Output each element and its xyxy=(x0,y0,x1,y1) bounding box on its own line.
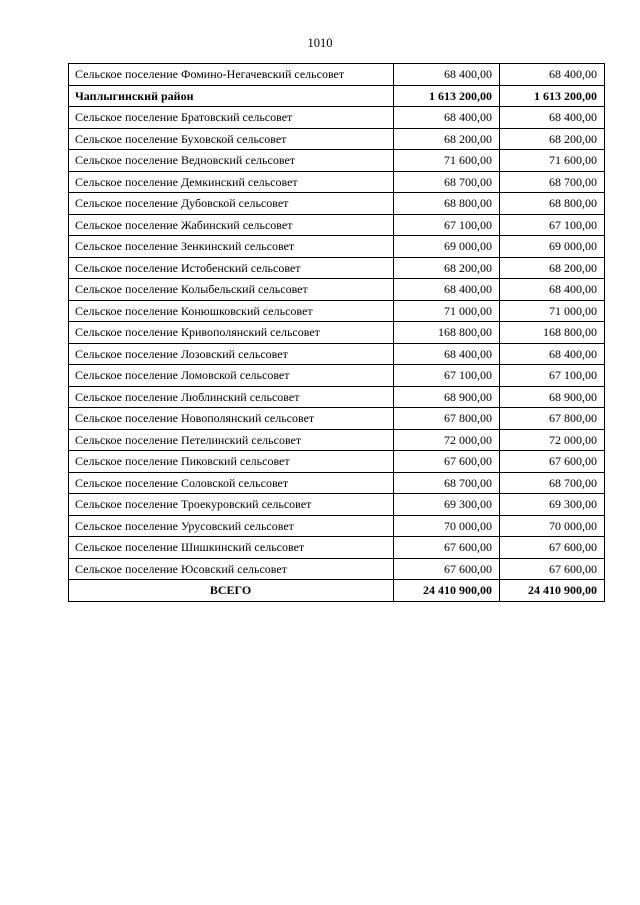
table-row xyxy=(69,128,605,150)
row-value-1: 67 100,00 xyxy=(394,214,500,236)
table-row xyxy=(69,408,605,430)
row-name: Сельское поселение Урусовский сельсовет xyxy=(69,515,394,537)
row-value-2: 68 900,00 xyxy=(500,386,605,408)
row-value-1: 71 000,00 xyxy=(394,300,500,322)
row-name: Сельское поселение Демкинский сельсовет xyxy=(69,171,394,193)
row-value-1: 68 400,00 xyxy=(394,279,500,301)
table-row xyxy=(69,64,605,86)
table-row xyxy=(69,107,605,129)
total-value-1: 24 410 900,00 xyxy=(394,580,500,602)
table-row xyxy=(69,386,605,408)
row-value-2: 69 000,00 xyxy=(500,236,605,258)
row-name: Сельское поселение Дубовской сельсовет xyxy=(69,193,394,215)
row-value-2: 68 400,00 xyxy=(500,343,605,365)
row-value-1: 67 100,00 xyxy=(394,365,500,387)
table-row xyxy=(69,257,605,279)
row-name: Сельское поселение Ломовской сельсовет xyxy=(69,365,394,387)
row-value-2: 67 600,00 xyxy=(500,537,605,559)
row-value-2: 71 600,00 xyxy=(500,150,605,172)
row-value-2: 72 000,00 xyxy=(500,429,605,451)
row-value-1: 168 800,00 xyxy=(394,322,500,344)
row-value-2: 168 800,00 xyxy=(500,322,605,344)
table-row xyxy=(69,236,605,258)
table-row xyxy=(69,558,605,580)
row-name: Сельское поселение Соловской сельсовет xyxy=(69,472,394,494)
row-value-2: 68 200,00 xyxy=(500,257,605,279)
row-name: Сельское поселение Лозовский сельсовет xyxy=(69,343,394,365)
row-name: Сельское поселение Фомино-Негачевский сельсовет xyxy=(69,64,394,86)
row-value-1: 68 200,00 xyxy=(394,128,500,150)
row-value-1: 69 000,00 xyxy=(394,236,500,258)
row-value-1: 1 613 200,00 xyxy=(394,85,500,107)
row-name: Чаплыгинский район xyxy=(69,85,394,107)
row-value-2: 68 400,00 xyxy=(500,107,605,129)
row-value-2: 67 800,00 xyxy=(500,408,605,430)
table-row xyxy=(69,365,605,387)
total-value-2: 24 410 900,00 xyxy=(500,580,605,602)
row-value-1: 67 800,00 xyxy=(394,408,500,430)
table-row xyxy=(69,322,605,344)
row-value-1: 68 400,00 xyxy=(394,107,500,129)
row-name: Сельское поселение Колыбельский сельсовет xyxy=(69,279,394,301)
row-value-1: 72 000,00 xyxy=(394,429,500,451)
row-value-2: 67 100,00 xyxy=(500,365,605,387)
row-value-1: 67 600,00 xyxy=(394,537,500,559)
row-value-2: 68 700,00 xyxy=(500,171,605,193)
row-value-1: 69 300,00 xyxy=(394,494,500,516)
row-value-2: 68 400,00 xyxy=(500,64,605,86)
row-name: Сельское поселение Петелинский сельсовет xyxy=(69,429,394,451)
row-value-2: 67 600,00 xyxy=(500,558,605,580)
district-row xyxy=(69,85,605,107)
table-row xyxy=(69,279,605,301)
table-row xyxy=(69,171,605,193)
row-value-2: 67 600,00 xyxy=(500,451,605,473)
row-value-1: 68 700,00 xyxy=(394,472,500,494)
row-name: Сельское поселение Истобенский сельсовет xyxy=(69,257,394,279)
row-name: Сельское поселение Шишкинский сельсовет xyxy=(69,537,394,559)
table-row xyxy=(69,472,605,494)
allocation-table xyxy=(68,63,605,602)
total-label: ВСЕГО xyxy=(69,580,394,602)
row-name: Сельское поселение Троекуровский сельсовет xyxy=(69,494,394,516)
table-row xyxy=(69,214,605,236)
row-name: Сельское поселение Пиковский сельсовет xyxy=(69,451,394,473)
table-row xyxy=(69,343,605,365)
row-value-2: 69 300,00 xyxy=(500,494,605,516)
table-row xyxy=(69,515,605,537)
table-row xyxy=(69,494,605,516)
row-value-2: 68 800,00 xyxy=(500,193,605,215)
row-name: Сельское поселение Конюшковский сельсовет xyxy=(69,300,394,322)
row-value-1: 68 700,00 xyxy=(394,171,500,193)
row-value-1: 68 800,00 xyxy=(394,193,500,215)
row-name: Сельское поселение Буховской сельсовет xyxy=(69,128,394,150)
row-name: Сельское поселение Ведновский сельсовет xyxy=(69,150,394,172)
row-name: Сельское поселение Люблинский сельсовет xyxy=(69,386,394,408)
row-name: Сельское поселение Зенкинский сельсовет xyxy=(69,236,394,258)
row-value-2: 1 613 200,00 xyxy=(500,85,605,107)
table-row xyxy=(69,150,605,172)
row-value-1: 68 400,00 xyxy=(394,64,500,86)
page-number: 1010 xyxy=(307,36,333,50)
row-value-1: 67 600,00 xyxy=(394,558,500,580)
row-value-2: 68 400,00 xyxy=(500,279,605,301)
row-value-2: 68 700,00 xyxy=(500,472,605,494)
row-name: Сельское поселение Братовский сельсовет xyxy=(69,107,394,129)
row-value-1: 68 200,00 xyxy=(394,257,500,279)
table-row xyxy=(69,429,605,451)
table-row xyxy=(69,451,605,473)
row-value-1: 67 600,00 xyxy=(394,451,500,473)
table-row xyxy=(69,193,605,215)
row-value-1: 70 000,00 xyxy=(394,515,500,537)
row-name: Сельское поселение Кривополянский сельсовет xyxy=(69,322,394,344)
row-value-2: 68 200,00 xyxy=(500,128,605,150)
table-row xyxy=(69,537,605,559)
total-row xyxy=(69,580,605,602)
row-name: Сельское поселение Жабинский сельсовет xyxy=(69,214,394,236)
row-value-1: 71 600,00 xyxy=(394,150,500,172)
row-name: Сельское поселение Юсовский сельсовет xyxy=(69,558,394,580)
row-value-2: 67 100,00 xyxy=(500,214,605,236)
table-row xyxy=(69,300,605,322)
table-body xyxy=(69,64,605,602)
row-value-1: 68 900,00 xyxy=(394,386,500,408)
row-value-2: 71 000,00 xyxy=(500,300,605,322)
row-value-2: 70 000,00 xyxy=(500,515,605,537)
row-name: Сельское поселение Новополянский сельсовет xyxy=(69,408,394,430)
row-value-1: 68 400,00 xyxy=(394,343,500,365)
